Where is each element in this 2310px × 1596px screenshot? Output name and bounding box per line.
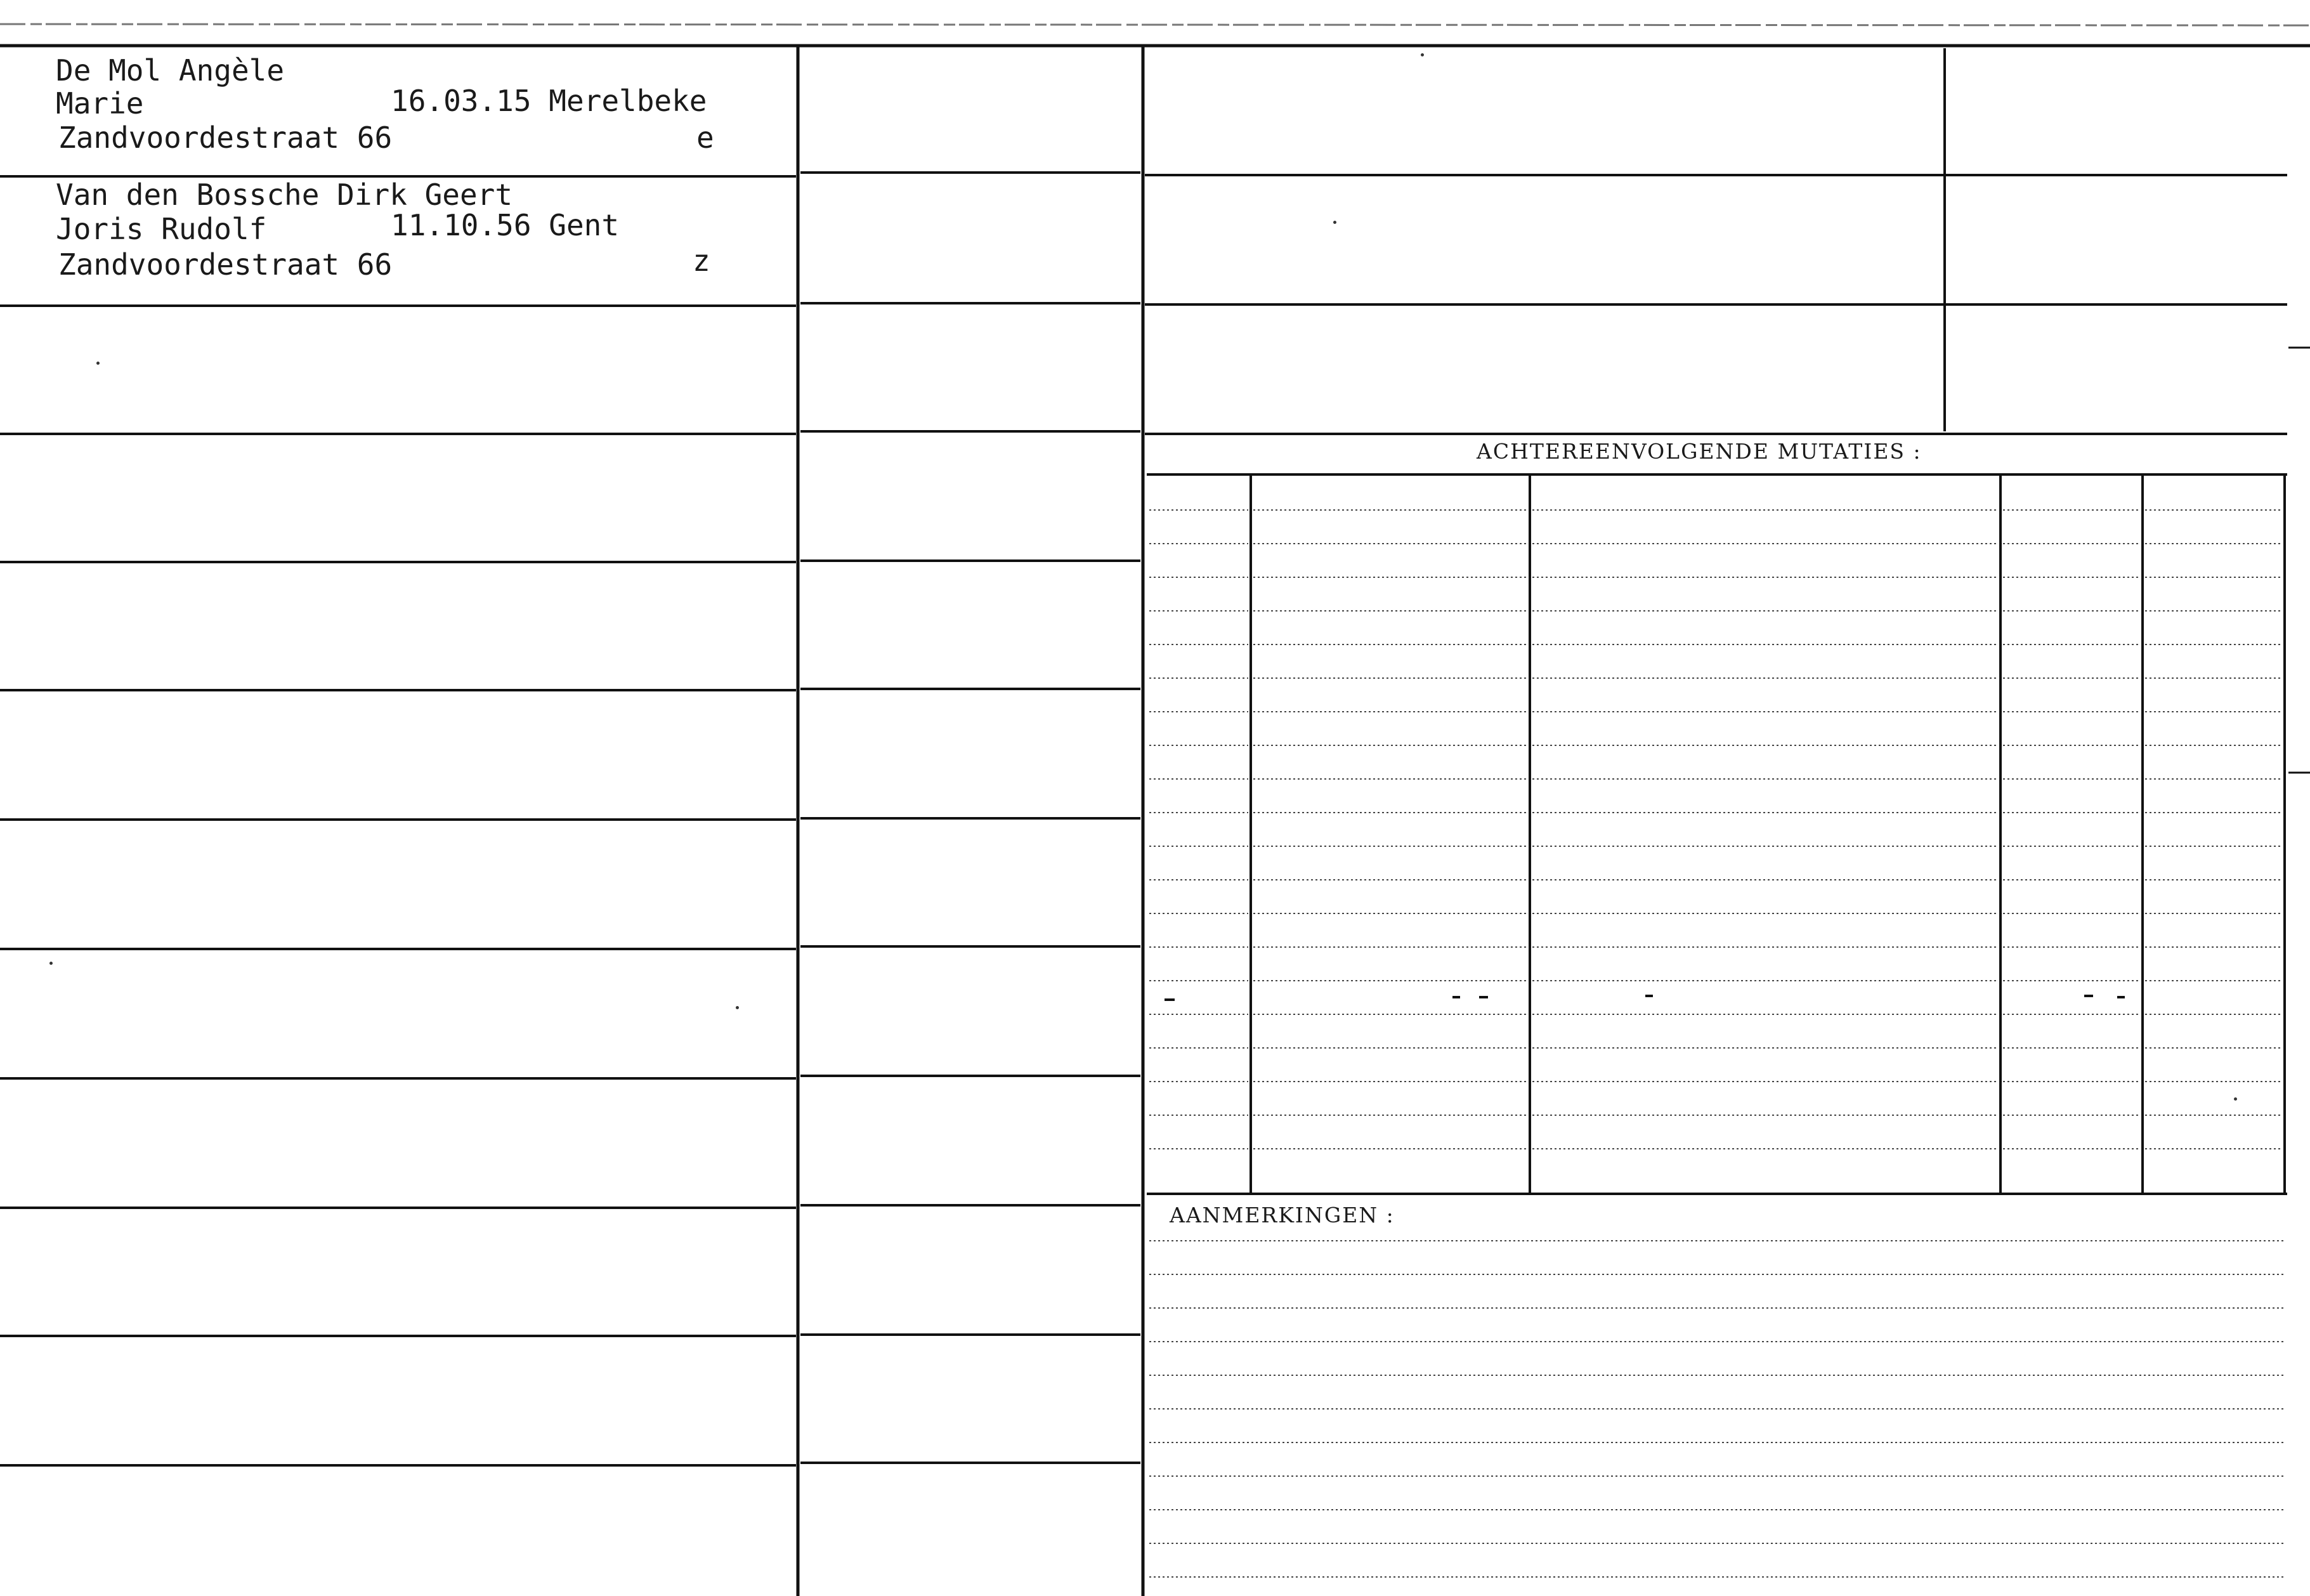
scan-speck <box>1333 221 1336 224</box>
scan-speck <box>96 362 100 365</box>
record-2-address: Zandvoordestraat 66 <box>58 247 393 282</box>
middle-row-rules <box>800 173 1140 1463</box>
record-1-birth: 16.03.15 Merelbeke <box>391 84 707 118</box>
stray-marks <box>1165 996 2125 1000</box>
record-1-given-names: Marie <box>56 86 144 121</box>
record-2-name: Van den Bossche Dirk Geert <box>56 178 513 212</box>
mutations-dotted-rows <box>1149 510 2282 1149</box>
scan-speck <box>49 962 53 965</box>
record-2-given-names: Joris Rudolf <box>56 212 267 246</box>
scan-speck <box>736 1006 739 1009</box>
record-2-relation: z <box>693 244 710 278</box>
scan-speck <box>2234 1097 2237 1101</box>
record-1-name: De Mol Angèle <box>56 53 285 88</box>
left-row-rules <box>0 176 796 1465</box>
remarks-dotted-lines <box>1149 1241 2286 1577</box>
remarks-heading: AANMERKINGEN : <box>1170 1203 1395 1227</box>
record-1-address: Zandvoordestraat 66 <box>58 121 393 155</box>
mutations-table-frame <box>1147 474 2287 1194</box>
mutations-heading: ACHTEREENVOLGENDE MUTATIES : <box>1477 439 1922 464</box>
scan-speck <box>1421 53 1424 56</box>
record-2-birth: 11.10.56 Gent <box>391 208 620 242</box>
top-edge-line <box>0 24 2310 25</box>
right-upper-rules <box>1145 48 2287 434</box>
record-1-relation: e <box>696 121 714 155</box>
